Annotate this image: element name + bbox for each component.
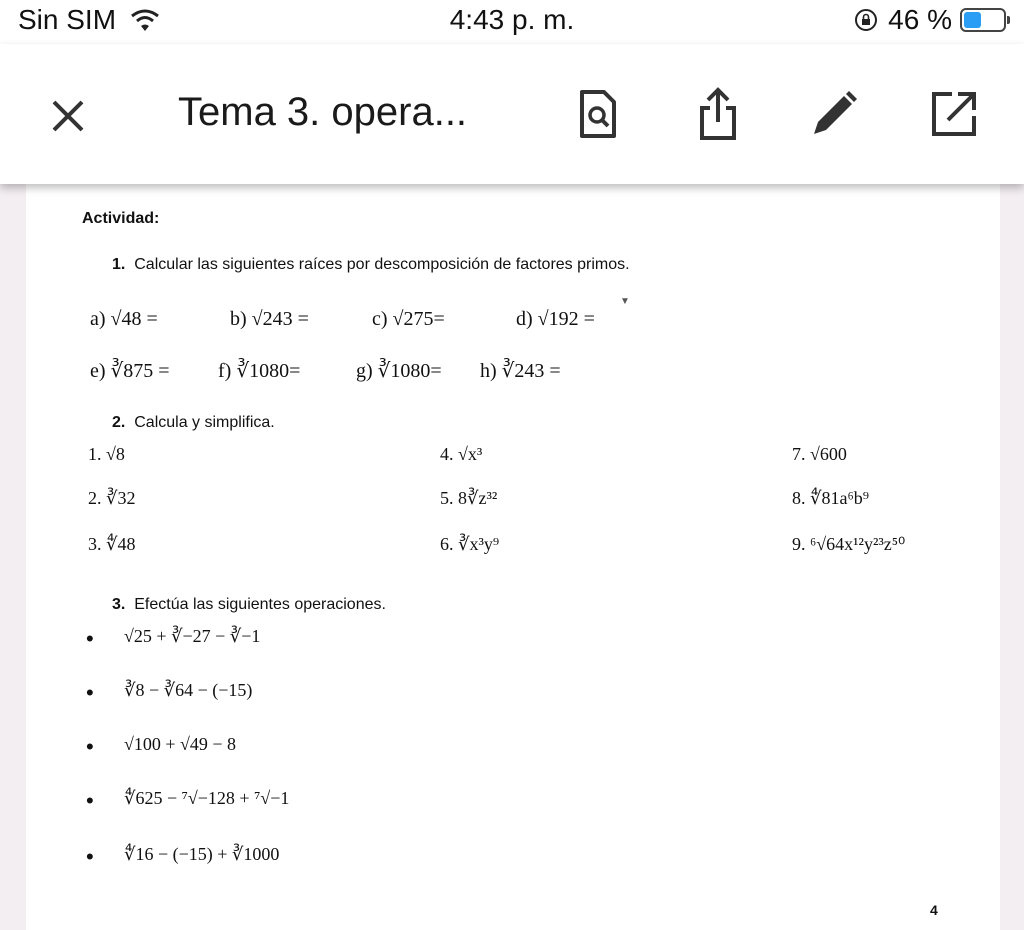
status-bar xyxy=(0,0,1024,44)
clock: 4:43 p. m. xyxy=(449,4,575,35)
document-title: Tema 3. opera... xyxy=(178,90,468,134)
operation-item: √100 + √49 − 8 xyxy=(124,734,237,754)
battery-fill xyxy=(964,12,981,28)
activity-heading: Actividad: xyxy=(82,210,160,227)
exercise-b: b) √243 = xyxy=(230,308,309,330)
bullet-icon: • xyxy=(86,626,94,651)
exercise-a: a) √48 = xyxy=(90,308,158,330)
operation-item: √25 + ∛−27 − ∛−1 xyxy=(124,626,261,646)
simplify-item-1: 1. √8 xyxy=(88,444,125,464)
simplify-item-8: 8. ∜81a⁶b⁹ xyxy=(792,488,870,508)
simplify-item-4: 4. √x³ xyxy=(440,444,483,464)
exercise-h: h) ∛243 = xyxy=(480,360,561,382)
battery-icon xyxy=(960,8,1006,32)
section3-header xyxy=(112,596,386,614)
close-icon[interactable] xyxy=(48,96,88,136)
document-viewer[interactable] xyxy=(0,184,1024,930)
status-right xyxy=(854,4,1006,36)
bullet-icon: • xyxy=(86,680,94,705)
operation-item: ∜625 − ⁷√−128 + ⁷√−1 xyxy=(124,788,290,808)
bullet-icon: • xyxy=(86,788,94,813)
battery-percent: 46 % xyxy=(888,4,952,35)
scroll-marker: ▼ xyxy=(620,296,630,307)
exercise-c: c) √275= xyxy=(372,308,445,330)
section1-header xyxy=(112,256,630,274)
exercise-d: d) √192 = xyxy=(516,308,595,330)
operation-item: ∜16 − (−15) + ∛1000 xyxy=(124,844,280,864)
app-toolbar xyxy=(0,44,1024,184)
bullet-icon: • xyxy=(86,844,94,869)
simplify-item-2: 2. ∛32 xyxy=(88,488,136,508)
section3-number: 3. xyxy=(112,596,126,613)
document-page xyxy=(26,184,1000,930)
section1-title: Calcular las siguientes raíces por descomposición de factores primos. xyxy=(134,256,630,273)
section1-number: 1. xyxy=(112,256,126,273)
rotation-lock-icon xyxy=(854,8,878,32)
section2-title: Calcula y simplifica. xyxy=(134,414,275,431)
carrier-label: Sin SIM xyxy=(18,4,117,35)
page-number: 4 xyxy=(930,902,938,918)
bullet-icon: • xyxy=(86,734,94,759)
operation-item: ∛8 − ∛64 − (−15) xyxy=(124,680,253,700)
document-search-icon[interactable] xyxy=(570,86,626,142)
simplify-item-7: 7. √600 xyxy=(792,444,847,464)
section2-number: 2. xyxy=(112,414,126,431)
share-icon[interactable] xyxy=(690,86,746,142)
simplify-item-9: 9. ⁶√64x¹²y²³z⁵⁰ xyxy=(792,534,906,554)
exercise-g: g) ∛1080= xyxy=(356,360,442,382)
exercise-f: f) ∛1080= xyxy=(218,360,301,382)
simplify-item-5: 5. 8∛z³² xyxy=(440,488,498,508)
simplify-item-6: 6. ∛x³y⁹ xyxy=(440,534,500,554)
edit-icon[interactable] xyxy=(806,86,862,142)
open-external-icon[interactable] xyxy=(926,86,982,142)
exercise-e: e) ∛875 = xyxy=(90,360,170,382)
section3-title: Efectúa las siguientes operaciones. xyxy=(134,596,386,613)
section2-header xyxy=(112,414,275,432)
simplify-item-3: 3. ∜48 xyxy=(88,534,136,554)
